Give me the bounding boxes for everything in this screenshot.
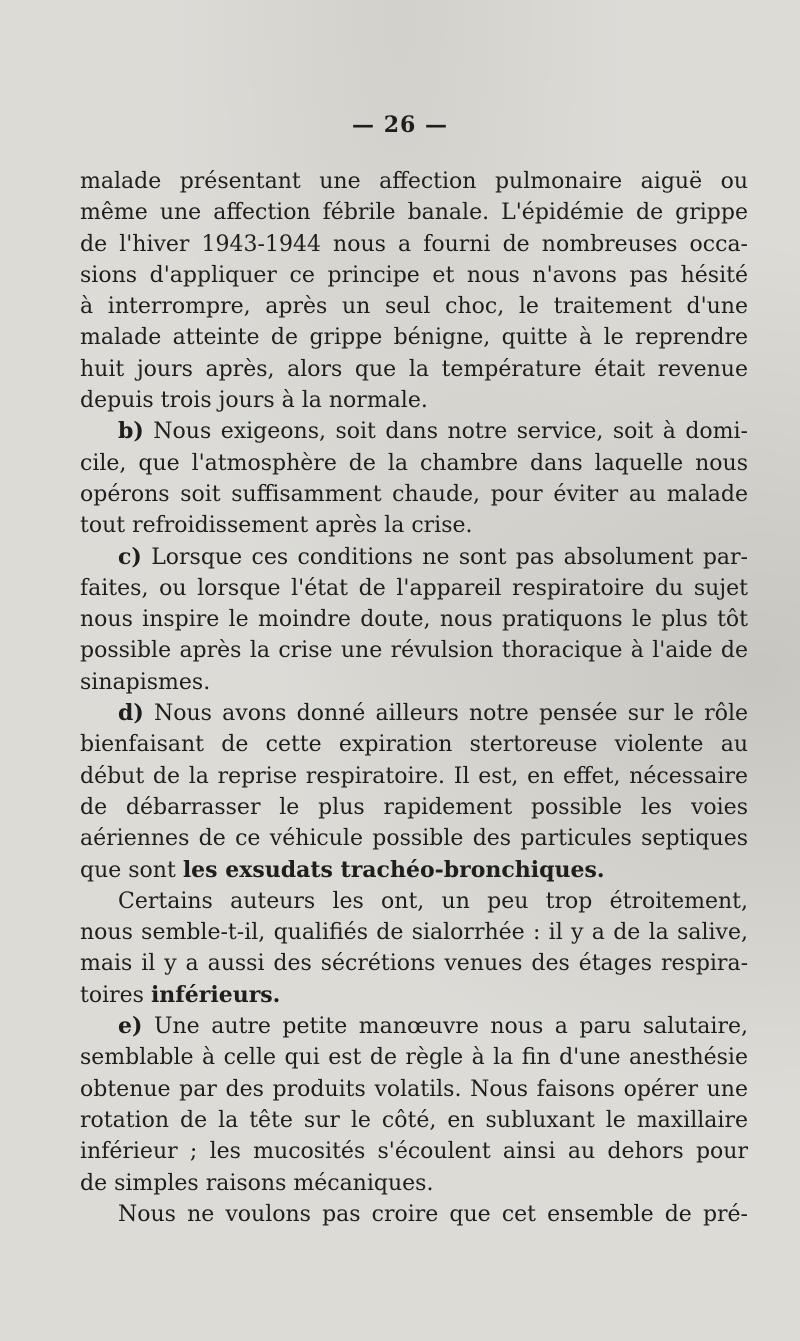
text-line: opérons soit suffisamment chaude, pour éviter au malade <box>80 481 748 507</box>
body-text <box>80 166 748 1230</box>
text-line: depuis trois jours à la normale. <box>80 388 428 414</box>
text-line: Nous ne voulons pas croire que cet ensemble de pré- <box>118 1201 748 1227</box>
text-line: Une autre petite manœuvre nous a paru salutaire, <box>153 1014 748 1040</box>
text-line: malade présentant une affection pulmonaire aiguë ou <box>80 169 748 194</box>
text-line: Certains auteurs les ont, un peu trop étroitement, <box>118 888 748 914</box>
text-line: même une affection fébrile banale. L'épidémie de grippe <box>80 200 748 226</box>
text-line: inférieur ; les mucosités s'écoulent ainsi au dehors pour <box>80 1139 748 1165</box>
text-line: de simples raisons mécaniques. <box>80 1170 434 1196</box>
text-run: que sont <box>80 857 176 883</box>
text-line: aériennes de ce véhicule possible des particules septiques <box>80 826 748 852</box>
bold-text-run: les exsudats trachéo-bronchiques. <box>182 856 605 883</box>
text-line: malade atteinte de grippe bénigne, quitte à le reprendre <box>80 325 748 351</box>
text-line: possible après la crise une révulsion thoracique à l'aide de <box>80 638 748 664</box>
text-line: semblable à celle qui est de règle à la fin d'une anesthésie <box>80 1045 748 1071</box>
text-line: sions d'appliquer ce principe et nous n'avons pas hésité <box>80 262 748 288</box>
text-line: rotation de la tête sur le côté, en subluxant le maxillaire <box>80 1107 748 1133</box>
bold-text-run: inférieurs. <box>150 981 281 1008</box>
text-line: Lorsque ces conditions ne sont pas absolument par- <box>151 544 748 570</box>
paragraph-label-d: d) <box>118 700 144 727</box>
text-line: huit jours après, alors que la température était revenue <box>80 356 748 382</box>
text-line: début de la reprise respiratoire. Il est, en effet, nécessaire <box>80 763 748 789</box>
paragraph-label-b: b) <box>118 418 144 445</box>
paragraph-c-first-line <box>80 542 748 573</box>
paragraph-e-first-line <box>80 1011 748 1042</box>
paragraph-label-c: c) <box>118 543 142 570</box>
text-run: toires <box>80 982 144 1008</box>
paragraph-d-first-line <box>80 698 748 729</box>
text-line: de l'hiver 1943-1944 nous a fourni de nombreuses occa- <box>80 231 748 257</box>
paragraph-label-e: e) <box>118 1013 143 1040</box>
text-line: obtenue par des produits volatils. Nous faisons opérer une <box>80 1076 748 1102</box>
text-line: Nous avons donné ailleurs notre pensée sur le rôle <box>154 701 749 727</box>
text-line: de débarrasser le plus rapidement possible les voies <box>80 794 748 820</box>
text-line: faites, ou lorsque l'état de l'appareil respiratoire du sujet <box>80 575 748 601</box>
page-number: — 26 — <box>352 112 448 138</box>
text-line-with-bold <box>80 980 748 1011</box>
text-line: Nous exigeons, soit dans notre service, soit à domi- <box>153 419 748 445</box>
paragraph-b-first-line <box>80 416 748 447</box>
text-line: à interrompre, après un seul choc, le traitement d'une <box>80 294 748 320</box>
text-line: sinapismes. <box>80 669 211 695</box>
text-line: tout refroidissement après la crise. <box>80 513 473 539</box>
text-line: bienfaisant de cette expiration stertoreuse violente au <box>80 732 748 758</box>
text-line-with-bold <box>80 855 748 886</box>
text-line: nous semble-t-il, qualifiés de sialorrhée : il y a de la salive, <box>80 920 748 946</box>
text-line: cile, que l'atmosphère de la chambre dans laquelle nous <box>80 450 748 476</box>
text-line: mais il y a aussi des sécrétions venues des étages respira- <box>80 951 748 977</box>
text-line: nous inspire le moindre doute, nous pratiquons le plus tôt <box>80 607 748 633</box>
